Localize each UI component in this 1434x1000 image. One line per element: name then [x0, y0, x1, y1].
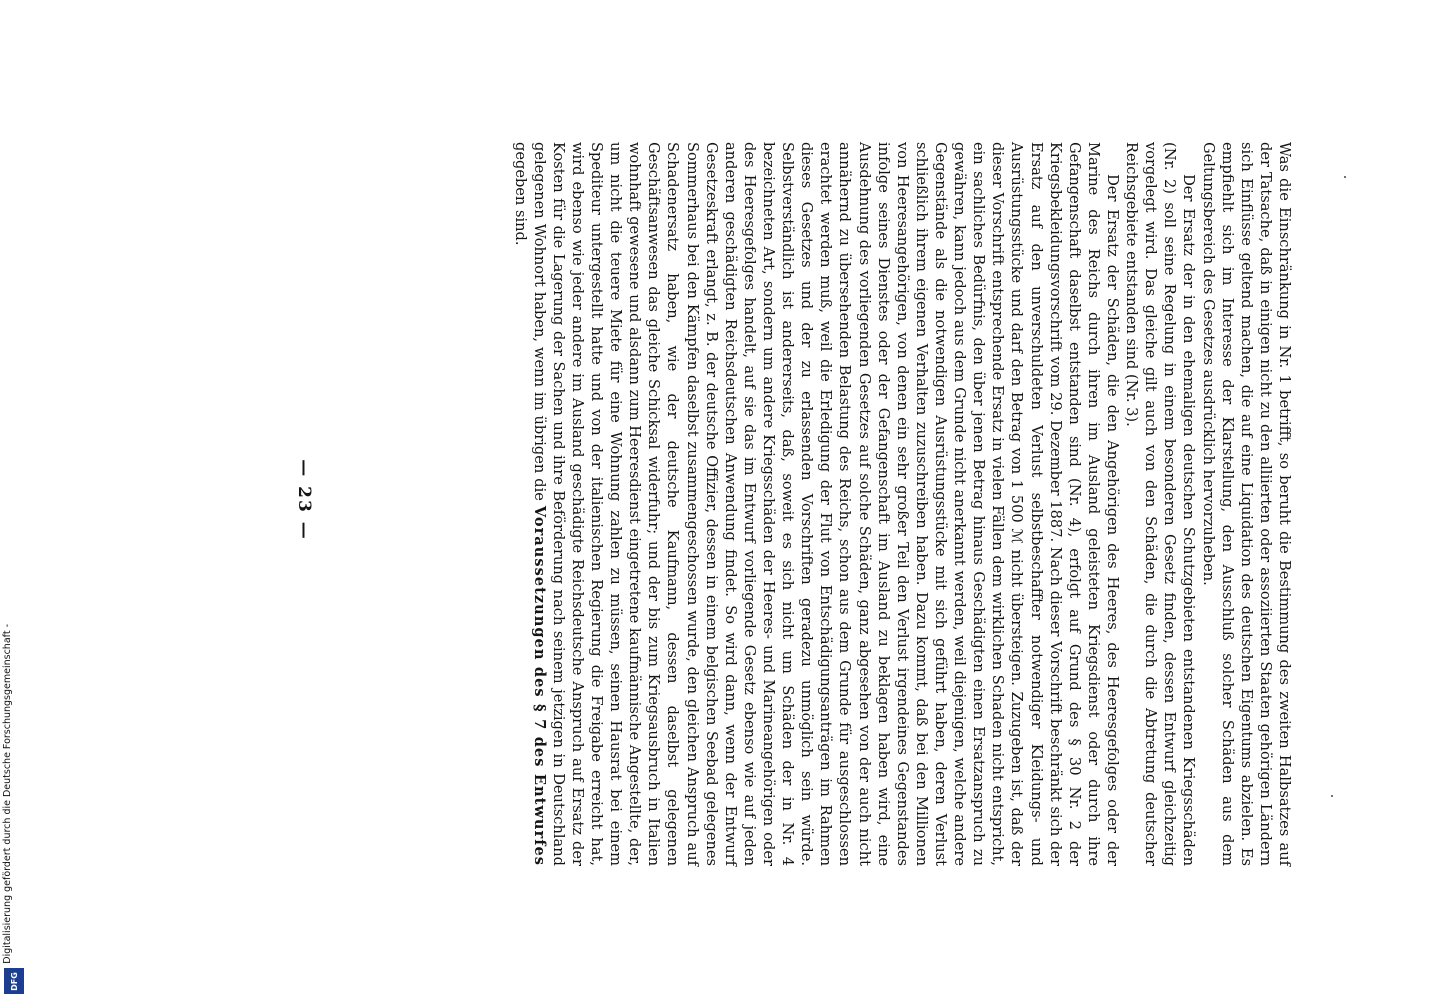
paragraph-3-tail: gegeben sind.: [511, 142, 529, 246]
dfg-logo-icon: [4, 968, 24, 994]
credit-text: Digitalisierung gefördert durch die Deutsche Forschungsgemeinschaft -: [2, 624, 13, 964]
paragraph-3: [511, 142, 1123, 866]
digitization-credit: [0, 0, 30, 1000]
paragraph-3-text: Der Ersatz der Schäden, die den Angehörigen des Heeres, des Heeresgefolges oder der Marine des Reichs durch ihren im Ausland geleisteten Kriegsdienst oder durch ihre Gefangenschaft daselbst entstanden sind (Nr. 4), erfolgt auf Grund des § 30 Nr. 2 der Kriegsbekleidungsvorschrift vom 29. Dezember 1887. Nach dieser Vorschrift beschränkt sich der Ersatz auf den unverschuldeten Verlust selbstbeschaffter notwendiger Kleidungs- und Ausrüstungsstücke und darf den Betrag von 1 500 ℳ nicht übersteigen. Zuzugeben ist, daß der dieser Vorschrift entsprechende Ersatz in vielen Fällen dem wirklichen Schaden nicht entspricht, ein sachliches Bedürfnis, den über jenen Betrag hinaus Geschädigten einen Ersatzanspruch zu gewähren, kann jedoch aus dem Grunde nicht anerkannt werden, weil diejenigen, welche andere Gegenstände als die notwendigen Ausrüstungsstücke mit sich geführt haben, deren Verlust schließlich ihrem eigenen Verhalten zuzuschreiben haben. Dazu kommt, daß bei den Millionen von Heeresangehörigen, von denen ein sehr großer Teil den Verlust irgendeines Gegenstandes infolge seines Dienstes oder der Gefangenschaft im Ausland zu beklagen haben wird, eine Ausdehnung des vorliegenden Gesetzes auf solche Schäden, ganz abgesehen von der auch nicht annähernd zu übersehenden Belastung des Reichs, schon aus dem Grunde für ausgeschlossen erachtet werden muß, weil die Erledigung der Flut von Entschädigungsanträgen im Rahmen dieses Gesetzes und der zu erlassenden Vorschriften geradezu unmöglich sein würde. Selbstverständlich ist andererseits, daß, soweit es sich nicht um Schäden der in Nr. 4 bezeichneten Art, sondern um andere Kriegsschäden der Heeres- und Marineangehörigen oder des Heeresgefolges handelt, auf sie das im Entwurf vorliegende Gesetz ebenso wie auf jeden anderen geschädigten Reichsdeutschen Anwendung findet. So wird dann, wenn der Entwurf Gesetzeskraft erlangt, z. B. der deutsche Offizier, dessen in einem belgischen Seebad gelegenes Sommerhaus bei den Kämpfen daselbst zusammengeschossen wurde, den gleichen Anspruch auf Schadenersatz haben, wie der deutsche Kaufmann, dessen daselbst gelegenen Geschäftsanwesen das gleiche Schicksal widerfuhr; und der bis zum Kriegsausbruch in Italien wohnhaft gewesene und alsdann zum Heeresdienst eingetretene kaufmännische Angestellte, der, um nicht die teuere Miete für eine Wohnung zahlen zu müssen, seinen Hausrat bei einem Spediteur untergestellt hatte und von der italienischen Regierung die Freigabe erreicht hat, wird ebenso wie jeder andere im Ausland geschädigte Reichsdeutsche Anspruch auf Ersatz der Kosten für die Lagerung der Sachen und ihre Beförderung nach seinem jetzigen in Deutschland gelegenen Wohnort haben, wenn im übrigen die: [530, 142, 1122, 866]
dfg-logo-text: DFG: [9, 971, 19, 991]
paragraph-1: Was die Einschränkung in Nr. 1 betrifft, so beruht die Bestimmung des zweiten Halbsatzes auf der Tatsache, daß in einigen nicht zu den alliierten oder assoziierten Staaten gehörigen Ländern sich Einflüsse geltend machen, die auf eine Liquidation des deutschen Eigentums abzielen. Es empfiehlt sich im Interesse der Klarstellung, den Ausschluß solcher Schäden aus dem Geltungsbereich des Gesetzes ausdrücklich hervorzuheben.: [1199, 142, 1293, 866]
page-number: — 23 —: [294, 459, 314, 541]
paragraph-2: Der Ersatz der in den ehemaligen deutschen Schutzgebieten entstandenen Kriegsschäden (Nr. 2) soll seine Regelung in einem besonderen Gesetz finden, dessen Entwurf gleichzeitig vorgelegt wird. Das gleiche gilt auch von den Schäden, die durch die Abtretung deutscher Reichsgebiete entstanden sind (Nr. 3).: [1123, 142, 1198, 866]
text-column: [511, 142, 1294, 866]
emphasized-requirement: Voraussetzungen des § 7 des Entwurfes: [530, 505, 548, 866]
scan-speck: [1344, 176, 1346, 178]
scan-speck: [1331, 795, 1333, 797]
